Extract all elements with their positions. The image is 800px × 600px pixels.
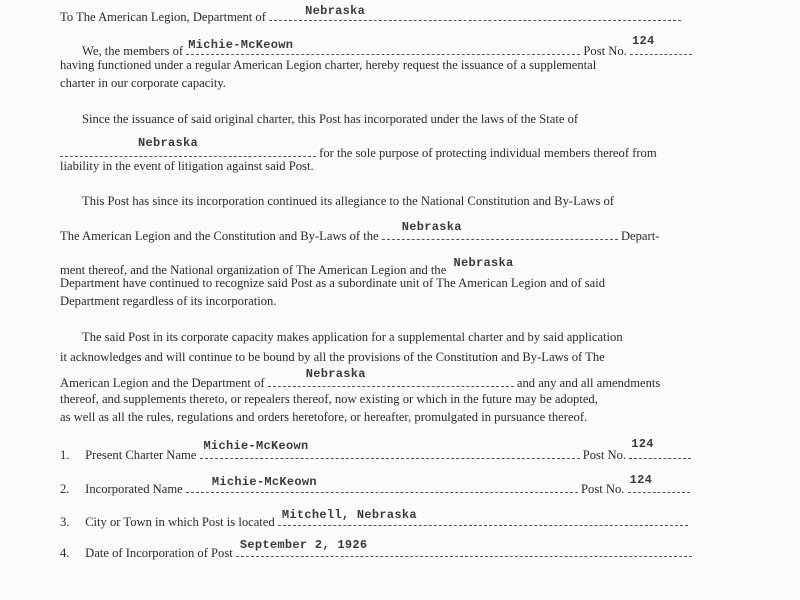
- paragraph-4-line-3-before: American Legion and the Department of: [60, 376, 265, 390]
- paragraph-3-line-2: [60, 220, 725, 244]
- incorporated-post-no-field: [628, 473, 690, 493]
- item-city: [60, 508, 688, 530]
- item-present-charter-name: [60, 437, 691, 463]
- department-field: [269, 6, 681, 21]
- charter-post-no-field: [629, 437, 691, 459]
- paragraph-3-line-2-before: The American Legion and the Constitution and By-Laws of the: [60, 229, 379, 243]
- department-field-4: [268, 367, 514, 387]
- address-text: To The American Legion, Department of: [60, 10, 266, 24]
- members-text: We, the members of: [82, 44, 184, 58]
- item-incorporated-name: [60, 473, 690, 497]
- paragraph-4-line-3-after: and any and all amendments: [516, 376, 661, 390]
- item-post-no-label: Post No.: [581, 482, 625, 496]
- item-label: Incorporated Name: [85, 482, 183, 496]
- paragraph-2-line-2-text: for the sole purpose of protecting individual members thereof from: [319, 146, 657, 160]
- paragraph-2-line-1: Since the issuance of said original charter, this Post has incorporated under the laws of the State of: [82, 112, 579, 126]
- paragraph-3-line-5: Department regardless of its incorporation.: [60, 294, 277, 308]
- paragraph-4-line-3: [60, 367, 725, 391]
- paragraph-3-line-2-after: Depart-: [620, 229, 660, 243]
- paragraph-4-line-1: The said Post in its corporate capacity makes application for a supplemental charter and by said application: [82, 330, 623, 344]
- department-value-3: Nebraska: [453, 256, 514, 270]
- city-field: [278, 508, 688, 526]
- members-line: [60, 34, 725, 59]
- charter-post-no-value: 124: [631, 437, 654, 451]
- department-field-3: [449, 256, 599, 274]
- paragraph-1-line-3: charter in our corporate capacity.: [60, 76, 226, 90]
- item-number: 2.: [60, 482, 70, 496]
- item-post-no-label: Post No.: [582, 448, 627, 462]
- date-field: [236, 538, 692, 557]
- incorporation-state-value: Nebraska: [138, 136, 199, 150]
- item-date: [60, 538, 692, 561]
- post-no-label: Post No.: [583, 44, 627, 58]
- city-value: Mitchell, Nebraska: [281, 508, 417, 522]
- paragraph-4-line-5: as well as all the rules, regulations and orders heretofore, or hereafter, promulgated in pursuance thereof.: [60, 410, 588, 424]
- department-field-2: [382, 220, 618, 240]
- post-no-value: 124: [631, 34, 655, 48]
- department-value-4: Nebraska: [305, 367, 366, 381]
- address-line: [60, 6, 725, 25]
- paragraph-3-line-3-text: ment thereof, and the National organization of The American Legion and the: [60, 263, 447, 277]
- post-name-field: [186, 40, 580, 55]
- paragraph-2-line-3: liability in the event of litigation against said Post.: [60, 159, 314, 173]
- incorporated-name-value: Michie-McKeown: [211, 475, 317, 489]
- item-number: 4.: [60, 546, 70, 560]
- item-number: 3.: [60, 515, 70, 529]
- incorporated-name-field: [186, 475, 578, 493]
- paragraph-4-line-4: thereof, and supplements thereto, or repealers thereof, now existing or which in the future may be adopted,: [60, 392, 598, 406]
- department-value: Nebraska: [305, 4, 366, 18]
- item-label: Date of Incorporation of Post: [85, 546, 233, 560]
- incorporation-state-field: [60, 136, 316, 157]
- paragraph-4-line-2: it acknowledges and will continue to be bound by all the provisions of the Constitution and By-Laws of The: [60, 350, 605, 364]
- item-number: 1.: [60, 448, 70, 462]
- post-name-value: Michie-McKeown: [188, 38, 294, 52]
- paragraph-3-line-4: Department have continued to recognize said Post as a subordinate unit of The American Legion and of said: [60, 276, 605, 290]
- paragraph-1-line-2: having functioned under a regular American Legion charter, hereby request the issuance of a supplemental: [60, 58, 597, 72]
- item-label: Present Charter Name: [85, 448, 197, 462]
- item-label: City or Town in which Post is located: [85, 515, 275, 529]
- incorporated-post-no-value: 124: [629, 473, 653, 487]
- date-value: September 2, 1926: [239, 538, 368, 552]
- charter-name-field: [200, 439, 580, 459]
- paragraph-3-line-1: This Post has since its incorporation continued its allegiance to the National Constitution and By-Laws of: [82, 194, 614, 208]
- department-value-2: Nebraska: [401, 220, 462, 234]
- post-no-field: [630, 34, 692, 55]
- charter-name-value: Michie-McKeown: [203, 439, 309, 453]
